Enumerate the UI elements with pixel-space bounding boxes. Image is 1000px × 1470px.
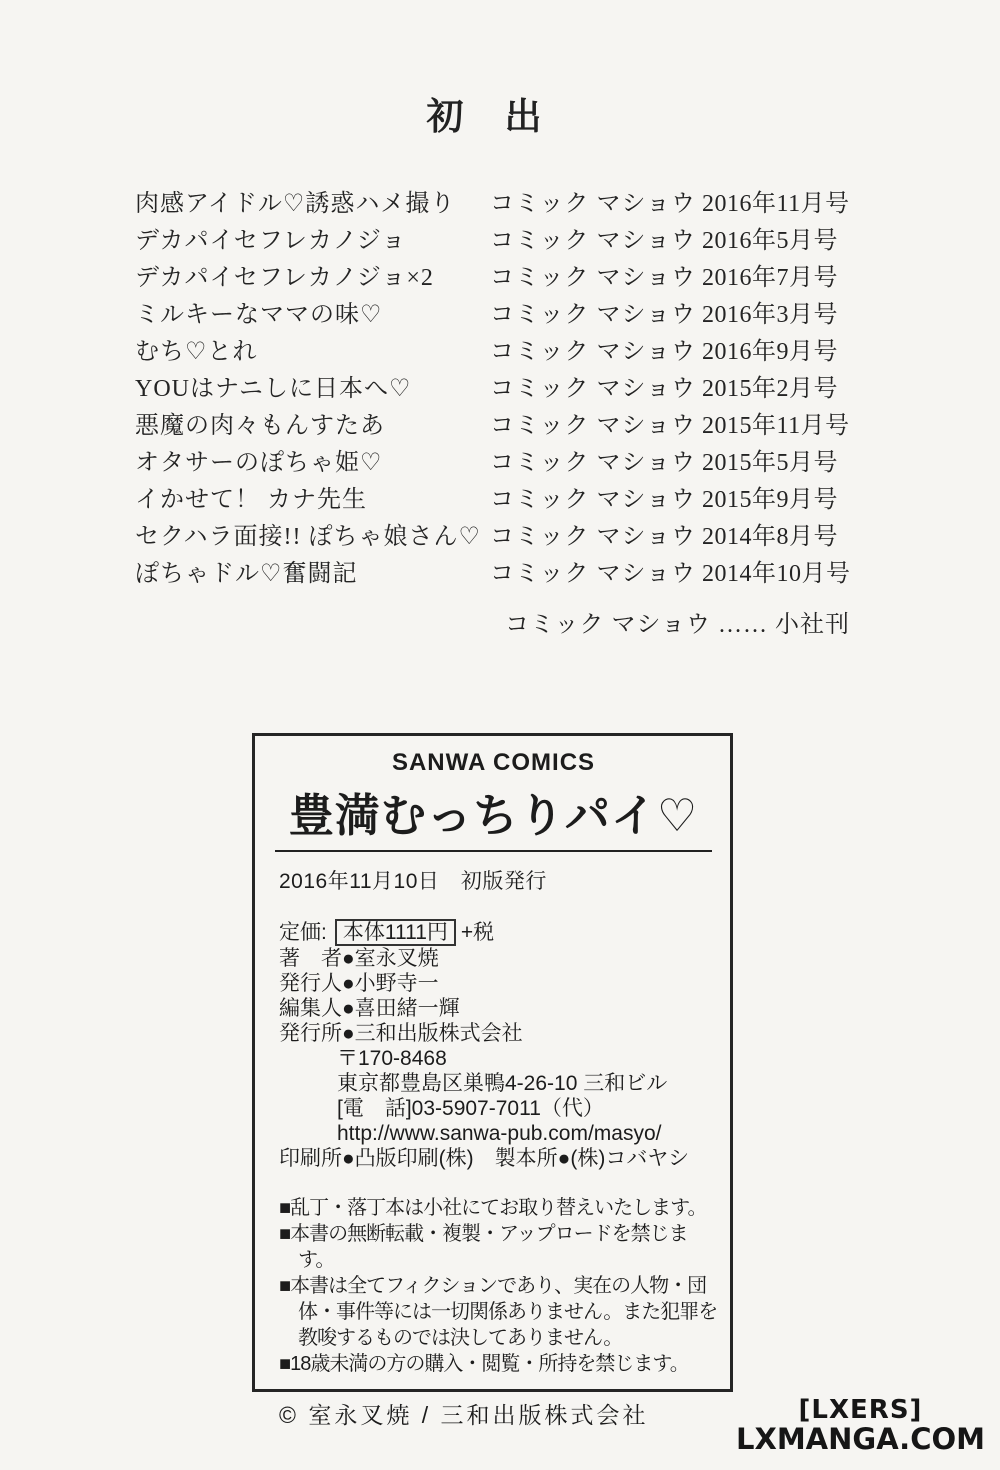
- magazine-issue: 2016年5月号: [702, 228, 838, 254]
- chapter-title: 肉感アイドル♡誘惑ハメ撮り: [135, 191, 456, 217]
- chapter-title: デカパイセフレカノジョ: [135, 228, 407, 254]
- magazine-publisher-note: コミック マショウ …… 小社刊: [504, 612, 850, 638]
- book-title: 豊満むっちりパイ♡: [275, 779, 712, 852]
- publication-entry: [135, 478, 920, 515]
- magazine-name: コミック マショウ: [490, 228, 697, 254]
- magazine-issue: 2016年9月号: [702, 339, 838, 365]
- chapter-title: 悪魔の肉々もんすたあ: [135, 413, 385, 439]
- magazine-issue: 2016年7月号: [702, 265, 838, 291]
- scanlation-watermark: [736, 1396, 985, 1455]
- publication-entry: [135, 330, 920, 367]
- page-title: 初 出: [426, 97, 544, 138]
- magazine-issue: 2015年11月号: [702, 413, 850, 439]
- magazine-name: コミック マショウ: [490, 376, 697, 402]
- publication-entry: [135, 219, 920, 256]
- magazine-issue: 2016年11月号: [702, 191, 850, 217]
- publication-entry: [135, 367, 920, 404]
- publication-entry: [135, 552, 920, 589]
- chapter-title: むち♡とれ: [135, 339, 258, 365]
- notice-fiction: ■本書は全てフィクションであり、実在の人物・団体・事件等には一切関係ありません。また犯罪を教唆するものでは決してありません。: [279, 1275, 718, 1349]
- magazine-issue: 2014年8月号: [702, 524, 838, 550]
- copyright-line: © 室永叉焼 / 三和出版株式会社: [279, 1402, 649, 1428]
- phone-number: [電 話]03-5907-7011（代）: [337, 1097, 604, 1120]
- magazine-name: コミック マショウ: [490, 191, 697, 217]
- magazine-issue: 2014年10月号: [702, 561, 851, 587]
- publication-entry: [135, 404, 920, 441]
- publication-entry: [135, 182, 920, 219]
- street-address: 東京都豊島区巣鴨4-26-10 三和ビル: [337, 1072, 668, 1095]
- magazine-name: コミック マショウ: [490, 487, 697, 513]
- imprint-name: SANWA COMICS: [391, 749, 596, 776]
- magazine-issue: 2015年2月号: [702, 376, 838, 402]
- magazine-issue: 2015年5月号: [702, 450, 838, 476]
- price-tax: +税: [460, 921, 495, 944]
- colophon-box: [252, 733, 733, 1428]
- magazine-name: コミック マショウ: [490, 413, 697, 439]
- watermark-site-name: LXMANGA.COM: [735, 1422, 985, 1456]
- first-publication-list: [135, 182, 920, 589]
- chapter-title: YOUはナニしに日本へ♡: [135, 376, 412, 402]
- postal-code: 〒170-8468: [337, 1047, 447, 1070]
- magazine-name: コミック マショウ: [490, 561, 697, 587]
- chapter-title: デカパイセフレカノジョ×2: [135, 265, 434, 291]
- magazine-name: コミック マショウ: [490, 450, 697, 476]
- publisher-url: http://www.sanwa-pub.com/masyo/: [337, 1122, 662, 1145]
- publication-entry: [135, 515, 920, 552]
- magazine-name: コミック マショウ: [490, 265, 697, 291]
- notice-no-reproduction: ■本書の無断転載・複製・アップロードを禁じます。: [279, 1223, 688, 1271]
- notice-replacement: ■乱丁・落丁本は小社にてお取り替えいたします。: [279, 1197, 707, 1219]
- legal-notices: [279, 1195, 722, 1377]
- chapter-title: ぽちゃドル♡奮闘記: [135, 561, 358, 587]
- chapter-title: イかせて！ カナ先生: [135, 487, 367, 513]
- chapter-title: ミルキーなママの味♡: [135, 302, 383, 328]
- publication-entry: [135, 256, 920, 293]
- magazine-issue: 2015年9月号: [702, 487, 838, 513]
- notice-adults-only: ■18歳未満の方の購入・閲覧・所持を禁じます。: [279, 1353, 689, 1375]
- price-label: 定価:: [279, 921, 327, 944]
- magazine-name: コミック マショウ: [490, 302, 697, 328]
- author-credit: 著 者●室永叉焼: [279, 947, 439, 970]
- price-row: [279, 919, 722, 946]
- chapter-title: オタサーのぽちゃ姫♡: [135, 450, 383, 476]
- publisher-person-credit: 発行人●小野寺一: [279, 972, 439, 995]
- chapter-title: セクハラ面接!! ぽちゃ娘さん♡: [135, 524, 482, 550]
- magazine-name: コミック マショウ: [490, 524, 697, 550]
- publisher-company-credit: 発行所●三和出版株式会社: [279, 1022, 523, 1045]
- magazine-issue: 2016年3月号: [702, 302, 838, 328]
- price-value: 本体1111円: [335, 919, 456, 946]
- printer-credit: 印刷所●凸版印刷(株) 製本所●(株)コバヤシ: [279, 1147, 690, 1170]
- editor-credit: 編集人●喜田緒一輝: [279, 997, 460, 1020]
- magazine-name: コミック マショウ: [490, 339, 697, 365]
- watermark-group-tag: [LXERS]: [798, 1395, 923, 1425]
- publication-entry: [135, 441, 920, 478]
- edition-date: 2016年11月10日 初版発行: [279, 870, 547, 893]
- publication-entry: [135, 293, 920, 330]
- publisher-address: [279, 1046, 722, 1146]
